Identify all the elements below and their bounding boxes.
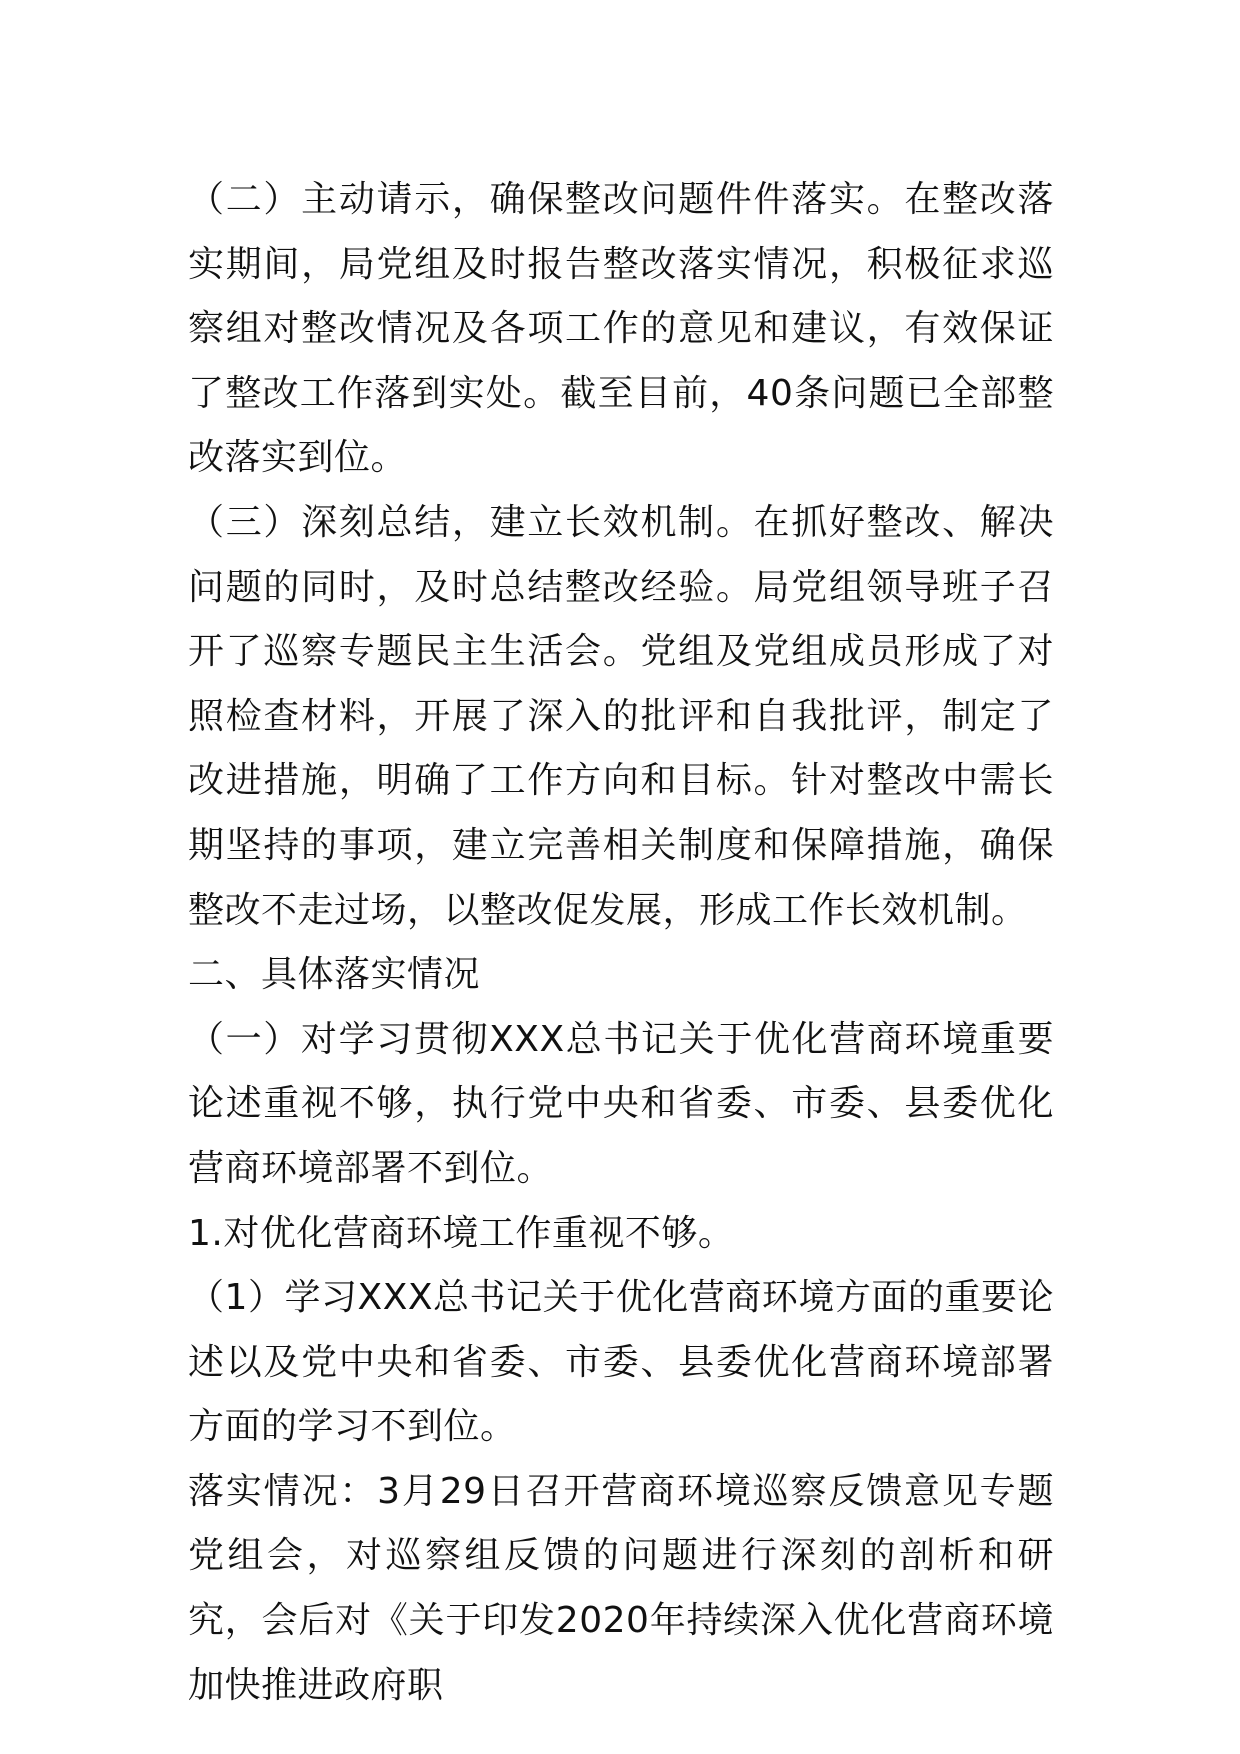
paragraph-long-term-mechanism: （三）深刻总结，建立长效机制。在抓好整改、解决问题的同时，及时总结整改经验。局党组领导班子召开了巡察专题民主生活会。党组及党组成员形成了对照检查材料，开展了深入的批评和自我批评，制定了改进措施，明确了工作方向和目标。针对整改中需长期坚持的事项，建立完善相关制度和保障措施，确保整改不走过场，以整改促发展，形成工作长效机制。 (188, 501, 1054, 931)
paragraph-rectification-requests: （二）主动请示，确保整改问题件件落实。在整改落实期间，局党组及时报告整改落实情况，积极征求巡察组对整改情况及各项工作的意见和建议，有效保证了整改工作落到实处。截至目前，40条问题已全部整改落实到位。 (188, 179, 1054, 479)
paragraph-item-one: 1.对优化营商环境工作重视不够。 (188, 1212, 735, 1254)
paragraph-issue-one: （一）对学习贯彻XXX总书记关于优化营商环境重要论述重视不够，执行党中央和省委、市委、县委优化营商环境部署不到位。 (188, 1018, 1054, 1189)
paragraph-subitem-one: （1）学习XXX总书记关于优化营商环境方面的重要论述以及党中央和省委、市委、县委优化营商环境部署方面的学习不到位。 (188, 1277, 1054, 1448)
document-body (188, 168, 1054, 1718)
section-heading: 二、具体落实情况 (188, 954, 481, 996)
paragraph-implementation: 落实情况：3月29日召开营商环境巡察反馈意见专题党组会，对巡察组反馈的问题进行深刻的剖析和研究，会后对《关于印发2020年持续深入优化营商环境加快推进政府职 (188, 1470, 1054, 1706)
